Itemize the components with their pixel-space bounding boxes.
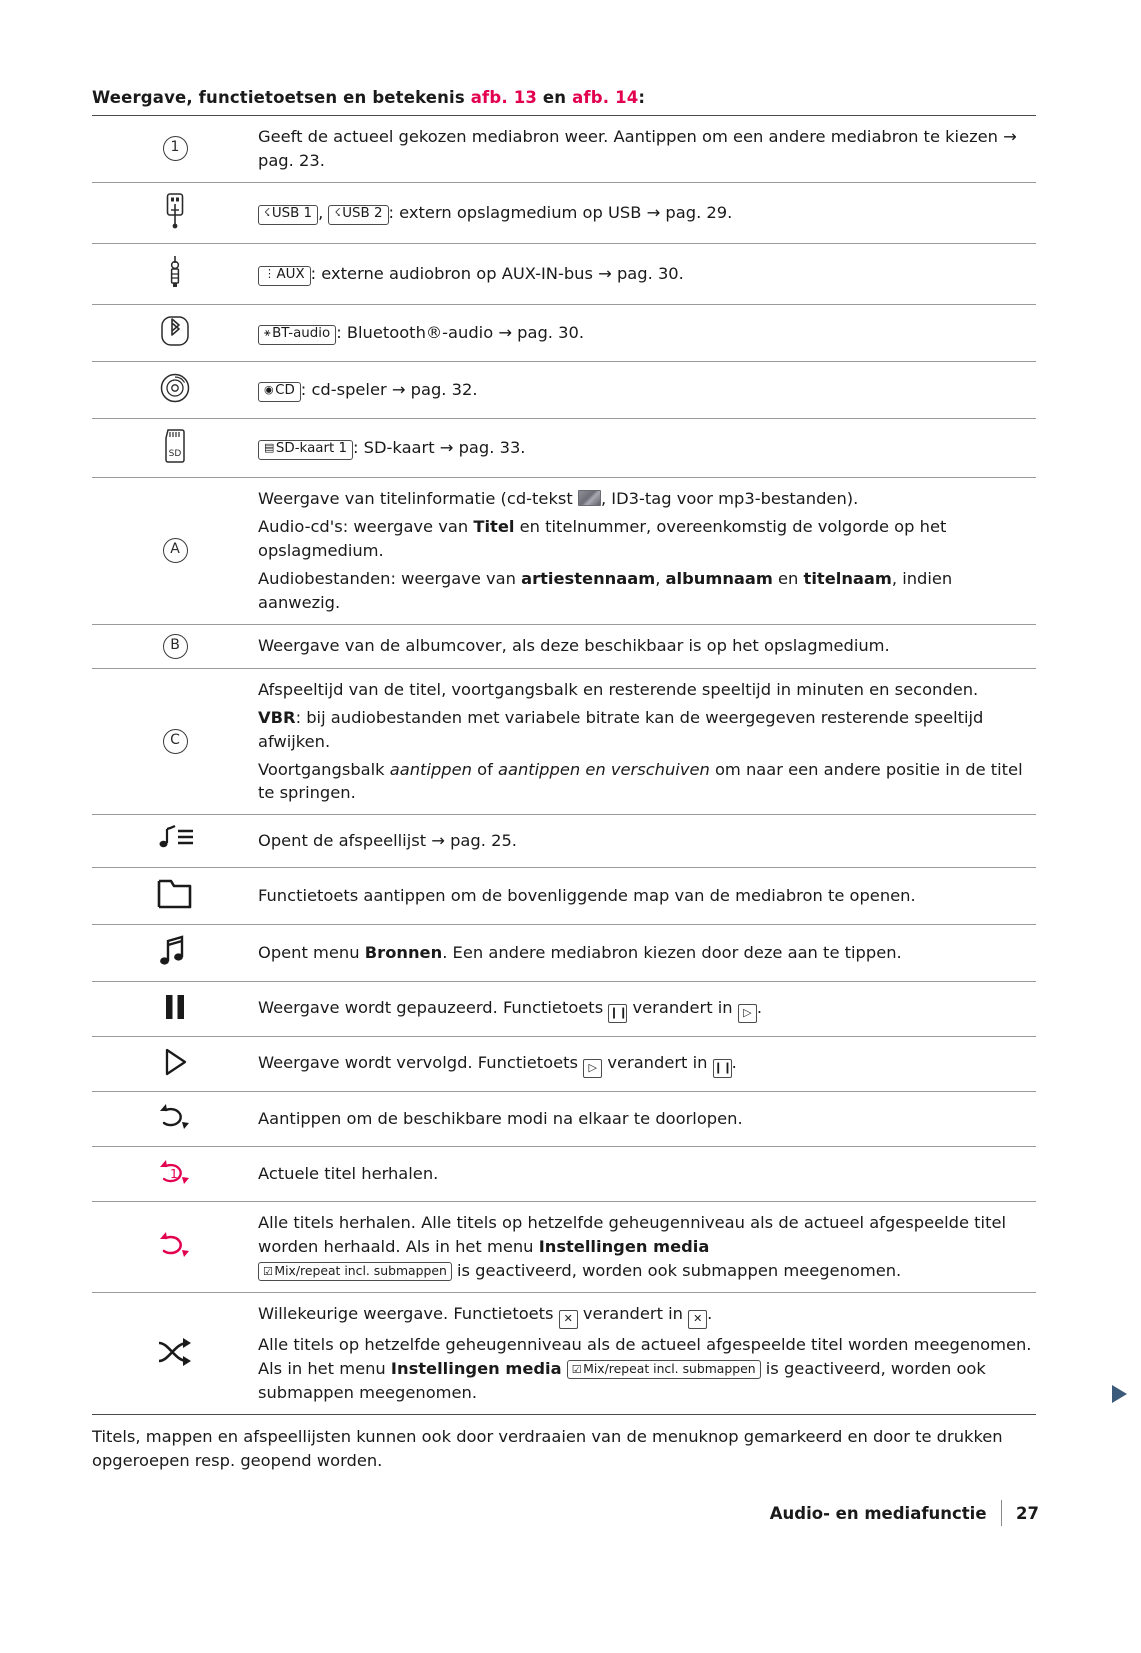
- svg-text:1: 1: [170, 1167, 178, 1182]
- table-row: Opent menu Bronnen. Een andere mediabron kiezen door deze aan te tippen.: [92, 925, 1036, 982]
- chip-shuffle-off-icon[interactable]: ✕: [559, 1310, 578, 1329]
- footnote-text: Titels, mappen en afspeellijsten kunnen ook door verdraaien van de menuknop gemarkeerd en door te drukken opgeroepen resp. geopend worden.: [92, 1414, 1036, 1473]
- page-title: [92, 88, 1036, 115]
- row-description: Weergave van de albumcover, als deze beschikbaar is op het opslagmedium.: [258, 636, 890, 656]
- table-row: [92, 868, 1036, 925]
- cd-icon: [92, 361, 258, 418]
- page-footer: [92, 1500, 1049, 1540]
- table-row: [92, 243, 1036, 304]
- row-description: : externe audiobron op AUX-IN-bus → pag. 30.: [310, 263, 684, 283]
- repeat-cycle-icon[interactable]: [92, 1092, 258, 1147]
- page-edge-marker-icon: [1112, 1385, 1127, 1403]
- circled-letter-a-icon: [92, 477, 258, 624]
- chip-bt-audio[interactable]: ⚹ BT-audio: [258, 325, 336, 345]
- circled-letter-c-label: C: [163, 729, 188, 754]
- table-row: [92, 624, 1036, 668]
- table-row: A Weergave van titelinformatie (cd-tekst , ID3-tag voor mp3-bestanden). Audio-cd's: weergave van Titel en titelnummer, overeenkomstig de volgorde op het opslagmedium. Audiobestanden: weergave van artiestennaam, albumnaam en titelnaam, indien aanwezig.: [92, 477, 1036, 624]
- footer-chapter-title: Audio- en mediafunctie: [769, 1503, 987, 1523]
- row-description: Actuele titel herhalen.: [258, 1164, 439, 1184]
- row-description: : cd-speler → pag. 32.: [300, 379, 478, 399]
- usb-icon: [92, 182, 258, 243]
- table-row: Willekeurige weergave. Functietoets ✕ verandert in ✕ . Alle titels op hetzelfde geheugenniveau als de actueel afgespeelde titel worden meegenomen. Als in het menu Instellingen media ☑ Mix/repeat incl. submappen is geactiveerd, worden ook submappen meegenomen.: [92, 1293, 1036, 1414]
- repeat-all-icon[interactable]: [92, 1202, 258, 1293]
- repeat-one-icon[interactable]: [92, 1147, 258, 1202]
- sd-card-icon: [92, 418, 258, 477]
- chip-mix-repeat-incl-submappen[interactable]: ☑ Mix/repeat incl. submappen: [567, 1360, 761, 1379]
- circled-letter-c-icon: [92, 668, 258, 815]
- table-row: C Afspeeltijd van de titel, voortgangsbalk en resterende speeltijd in minuten en seconden. VBR: bij audiobestanden met variabele bitrate kan de weergegeven resterende speeltijd afwijken. Voortgangsbalk aantippen of aantippen en verschuiven om naar een andere positie in de titel te springen.: [92, 668, 1036, 815]
- chip-usb-1[interactable]: ☇ USB 1: [258, 205, 318, 225]
- circled-number-1-label: 1: [163, 136, 188, 161]
- circled-letter-b-label: B: [163, 634, 188, 659]
- table-row: ☇ USB 1 , ☇ USB 2 : extern opslagmedium op USB → pag. 29.: [92, 182, 1036, 243]
- table-row: Weergave wordt gepauzeerd. Functietoets ❙❙ verandert in ▷ .: [92, 982, 1036, 1037]
- cd-text-thumbnail-icon: [578, 490, 601, 506]
- footer-divider: [1001, 1500, 1003, 1526]
- page-content: [92, 88, 1036, 1489]
- play-icon[interactable]: [92, 1037, 258, 1092]
- table-row: [92, 116, 1036, 183]
- heading-text-after: :: [638, 88, 646, 107]
- circled-letter-a-label: A: [163, 538, 188, 563]
- row-description: : extern opslagmedium op USB → pag. 29.: [388, 202, 733, 222]
- svg-text:SD: SD: [168, 448, 182, 459]
- chip-sd-kaart-1[interactable]: ▤ SD-kaart 1: [258, 440, 353, 460]
- table-row: [92, 418, 1036, 477]
- row-description: Aantippen om de beschikbare modi na elkaar te doorlopen.: [258, 1109, 743, 1129]
- playlist-icon[interactable]: [92, 815, 258, 868]
- heading-figure-ref-1: afb. 13: [470, 88, 538, 107]
- table-row: Alle titels herhalen. Alle titels op hetzelfde geheugenniveau als de actueel afgespeelde titel worden herhaald. Als in het menu Instellingen media ☑ Mix/repeat incl. submappen is geactiveerd, worden ook submappen meegenomen.: [92, 1202, 1036, 1293]
- table-row: [92, 1092, 1036, 1147]
- legend-table: [92, 115, 1036, 1414]
- chip-usb-2[interactable]: ☇ USB 2: [328, 205, 388, 225]
- heading-figure-ref-2: afb. 14: [572, 88, 639, 107]
- table-row: [92, 304, 1036, 361]
- heading-text-before: Weergave, functietoetsen en betekenis: [92, 88, 471, 107]
- shuffle-icon[interactable]: [92, 1293, 258, 1414]
- chip-aux[interactable]: ⋮ AUX: [258, 266, 311, 286]
- row-description: Functietoets aantippen om de bovenliggende map van de mediabron te openen.: [258, 886, 916, 906]
- row-description: Geeft de actueel gekozen mediabron weer. Aantippen om een andere mediabron te kiezen → pag. 23.: [258, 127, 1017, 170]
- table-row: [92, 1147, 1036, 1202]
- bluetooth-icon: [92, 304, 258, 361]
- circled-letter-b-icon: [92, 624, 258, 668]
- footer-page-number: 27: [1016, 1503, 1039, 1523]
- chip-play-icon[interactable]: ▷: [738, 1004, 757, 1023]
- table-row: [92, 361, 1036, 418]
- folder-up-icon[interactable]: [92, 868, 258, 925]
- chip-cd[interactable]: ◉ CD: [258, 382, 301, 402]
- table-row: [92, 815, 1036, 868]
- pause-icon[interactable]: [92, 982, 258, 1037]
- chip-shuffle-on-icon[interactable]: ✕: [688, 1310, 707, 1329]
- music-notes-icon[interactable]: [92, 925, 258, 982]
- row-description: : Bluetooth®-audio → pag. 30.: [336, 322, 585, 342]
- chip-mix-repeat-incl-submappen[interactable]: ☑ Mix/repeat incl. submappen: [258, 1262, 452, 1281]
- chip-play-icon[interactable]: ▷: [583, 1059, 602, 1078]
- table-row: Weergave wordt vervolgd. Functietoets ▷ verandert in ❙❙.: [92, 1037, 1036, 1092]
- aux-jack-icon: [92, 243, 258, 304]
- row-description: Opent de afspeellijst → pag. 25.: [258, 831, 517, 851]
- chip-pause-icon[interactable]: ❙❙: [608, 1004, 627, 1023]
- heading-text-middle: en: [537, 88, 573, 107]
- row-description: : SD-kaart → pag. 33.: [353, 437, 526, 457]
- chip-pause-icon[interactable]: ❙❙: [713, 1059, 732, 1078]
- circled-number-1-icon: [92, 116, 258, 183]
